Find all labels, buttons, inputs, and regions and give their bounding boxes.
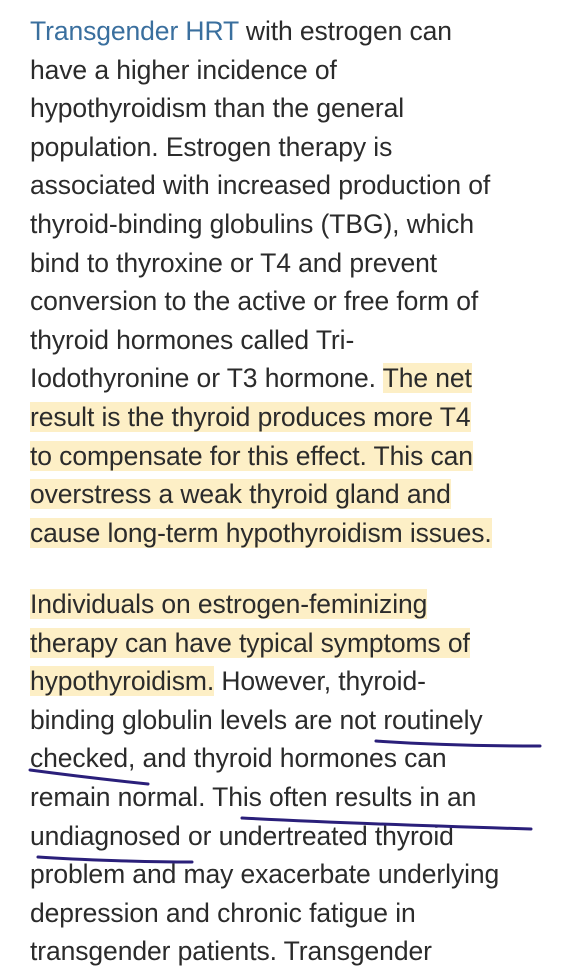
highlighted-text: Individuals on estrogen-feminizing	[30, 589, 428, 619]
transgender-hrt-link[interactable]: Transgender HRT	[30, 16, 239, 46]
highlighted-text: therapy can have typical symptoms of	[30, 627, 470, 658]
highlighted-text: to compensate for this effect. This can	[30, 440, 473, 471]
text-line: remain normal. This often results in an	[30, 781, 477, 812]
text-line: transgender patients. Transgender	[30, 936, 432, 967]
text-line	[30, 359, 570, 398]
text-segment: with estrogen can	[238, 16, 452, 46]
text-line: checked, and thyroid hormones can	[30, 743, 447, 774]
text-line	[30, 398, 570, 437]
text-segment: However, thyroid-	[214, 666, 426, 697]
text-line	[30, 662, 570, 701]
text-line: hypothyroidism than the general	[30, 93, 405, 124]
text-line	[30, 12, 570, 51]
highlighted-text: hypothyroidism.	[30, 666, 215, 697]
paragraph-symptoms	[30, 585, 570, 971]
text-line: depression and chronic fatigue in	[30, 897, 416, 928]
text-line: problem and may exacerbate underlying	[30, 859, 500, 890]
text-line: thyroid-binding globulins (TBG), which	[30, 208, 474, 239]
paragraph-hrt-estrogen	[30, 12, 570, 552]
text-line: bind to thyroxine or T4 and prevent	[30, 247, 438, 278]
highlighted-text: result is the thyroid produces more T4	[30, 401, 471, 432]
highlighted-text: overstress a weak thyroid gland and	[30, 479, 451, 510]
highlighted-text: cause long-term hypothyroidism issues.	[30, 517, 492, 548]
text-line: population. Estrogen therapy is	[30, 131, 393, 162]
text-line	[30, 624, 570, 663]
text-line: undiagnosed or undertreated thyroid	[30, 820, 454, 851]
text-line	[30, 514, 570, 553]
text-line	[30, 437, 570, 476]
text-line	[30, 475, 570, 514]
highlighted-text: The net	[382, 363, 472, 394]
text-line: binding globulin levels are not routinely	[30, 704, 483, 735]
text-line: conversion to the active or free form of	[30, 286, 479, 317]
text-segment: Iodothyronine or T3 hormone.	[30, 363, 383, 394]
text-line	[30, 585, 570, 624]
text-line: associated with increased production of	[30, 170, 491, 201]
text-line: have a higher incidence of	[30, 54, 337, 85]
text-line: thyroid hormones called Tri-	[30, 324, 355, 355]
